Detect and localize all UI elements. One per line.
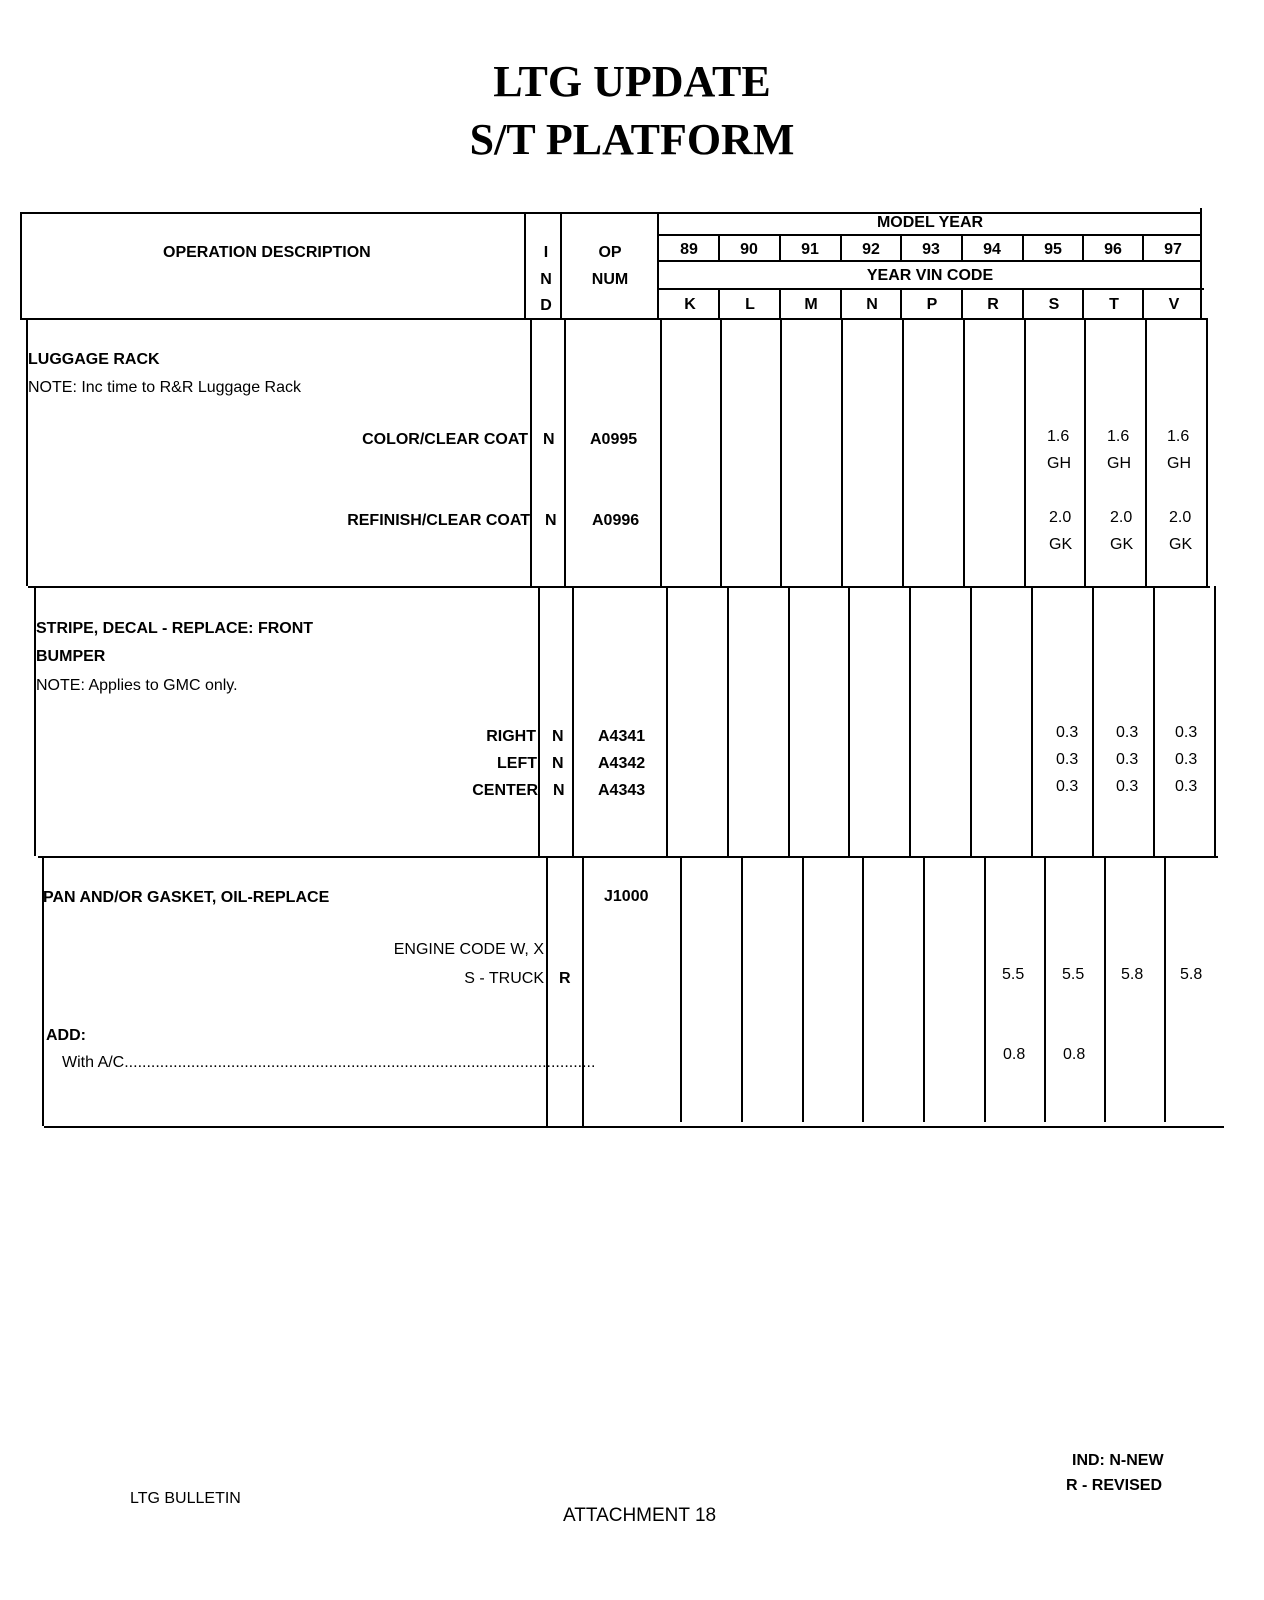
cell-95: 0.3	[1056, 778, 1079, 795]
cell-97: 1.6	[1167, 428, 1190, 445]
section-op-j1000: J1000	[604, 888, 649, 905]
header-year-97: 97	[1164, 241, 1182, 258]
header-vin-t: T	[1109, 296, 1119, 313]
cell-94: 5.5	[1002, 966, 1025, 983]
header-year-96: 96	[1104, 241, 1122, 258]
row-desc-center: CENTER	[472, 782, 538, 799]
cell-97: 5.8	[1180, 966, 1203, 983]
section-note-stripe-decal: NOTE: Applies to GMC only.	[36, 677, 238, 694]
header-ind-2: N	[540, 271, 552, 288]
row-ind: N	[552, 728, 564, 745]
footer-ind-legend-revised: R - REVISED	[1066, 1477, 1163, 1494]
header-year-vin-code: YEAR VIN CODE	[866, 267, 994, 284]
cell-97: 0.3	[1175, 751, 1198, 768]
add-label: ADD:	[46, 1027, 86, 1044]
header-year-91: 91	[801, 241, 819, 258]
cell-96: 5.8	[1121, 966, 1144, 983]
header-year-94: 94	[983, 241, 1001, 258]
page-subtitle: S/T PLATFORM	[469, 115, 795, 164]
row-op: A0996	[592, 512, 640, 529]
cell-96-code: GK	[1110, 536, 1134, 553]
row-desc-refinish-clear-coat: REFINISH/CLEAR COAT	[347, 512, 530, 529]
row-ind: N	[552, 755, 564, 772]
header-vin-n: N	[866, 296, 878, 313]
row-op: A4343	[598, 782, 646, 799]
add-row-desc: With A/C	[62, 1054, 125, 1071]
cell-95: 1.6	[1047, 428, 1070, 445]
row-op: A4342	[598, 755, 646, 772]
cell-94: 0.8	[1003, 1046, 1026, 1063]
header-vin-l: L	[745, 296, 755, 313]
section-heading-pan-gasket: PAN AND/OR GASKET, OIL-REPLACE	[43, 889, 330, 906]
header-vin-k: K	[684, 296, 696, 313]
cell-96: 0.3	[1116, 778, 1139, 795]
header-model-year: MODEL YEAR	[876, 214, 984, 231]
footer-attachment: ATTACHMENT 18	[563, 1505, 717, 1526]
header-vin-s: S	[1048, 296, 1060, 313]
header-year-89: 89	[680, 241, 698, 258]
page-title: LTG UPDATE	[493, 57, 771, 106]
cell-97-code: GH	[1167, 455, 1191, 472]
header-vin-v: V	[1168, 296, 1180, 313]
footer-ltg-bulletin: LTG BULLETIN	[130, 1490, 241, 1507]
row-desc-color-clear-coat: COLOR/CLEAR COAT	[362, 431, 528, 448]
add-row-with-ac	[62, 1054, 596, 1071]
header-ind-1: I	[543, 244, 549, 261]
footer-ind-legend-new: IND: N-NEW	[1072, 1452, 1164, 1469]
cell-97: 0.3	[1175, 778, 1198, 795]
header-ind-3: D	[540, 297, 552, 314]
section-heading-stripe-decal-2: BUMPER	[36, 648, 106, 665]
cell-95: 0.3	[1056, 751, 1079, 768]
row-op: A0995	[590, 431, 638, 448]
cell-96: 2.0	[1110, 509, 1133, 526]
cell-95-code: GH	[1047, 455, 1071, 472]
row-ind: N	[553, 782, 565, 799]
cell-95-code: GK	[1049, 536, 1073, 553]
section-note-luggage-rack: NOTE: Inc time to R&R Luggage Rack	[28, 379, 301, 396]
header-year-95: 95	[1044, 241, 1062, 258]
engine-code-label: ENGINE CODE W, X	[393, 941, 544, 958]
cell-96: 0.3	[1116, 751, 1139, 768]
cell-95: 2.0	[1049, 509, 1072, 526]
row-desc-left: LEFT	[497, 755, 537, 772]
row-desc-s-truck: S - TRUCK	[464, 970, 544, 987]
header-year-92: 92	[862, 241, 880, 258]
cell-96: 1.6	[1107, 428, 1130, 445]
header-vin-m: M	[804, 296, 818, 313]
cell-97: 2.0	[1169, 509, 1192, 526]
row-ind: N	[543, 431, 555, 448]
cell-97: 0.3	[1175, 724, 1198, 741]
header-year-93: 93	[922, 241, 940, 258]
header-vin-p: P	[926, 296, 938, 313]
row-op: A4341	[598, 728, 646, 745]
section-heading-stripe-decal: STRIPE, DECAL - REPLACE: FRONT	[36, 620, 314, 637]
leader-dots: ..........................................................................................................	[124, 1054, 596, 1071]
row-ind: N	[545, 512, 557, 529]
cell-95: 0.8	[1063, 1046, 1086, 1063]
header-num: NUM	[591, 271, 629, 288]
cell-96: 0.3	[1116, 724, 1139, 741]
header-vin-r: R	[987, 296, 999, 313]
cell-97-code: GK	[1169, 536, 1193, 553]
cell-95: 0.3	[1056, 724, 1079, 741]
header-year-90: 90	[740, 241, 758, 258]
section-heading-luggage-rack: LUGGAGE RACK	[28, 351, 160, 368]
row-ind: R	[559, 970, 571, 987]
header-operation-description: OPERATION DESCRIPTION	[163, 244, 371, 261]
row-desc-right: RIGHT	[486, 728, 536, 745]
header-op: OP	[598, 244, 622, 261]
cell-96-code: GH	[1107, 455, 1131, 472]
cell-95: 5.5	[1062, 966, 1085, 983]
